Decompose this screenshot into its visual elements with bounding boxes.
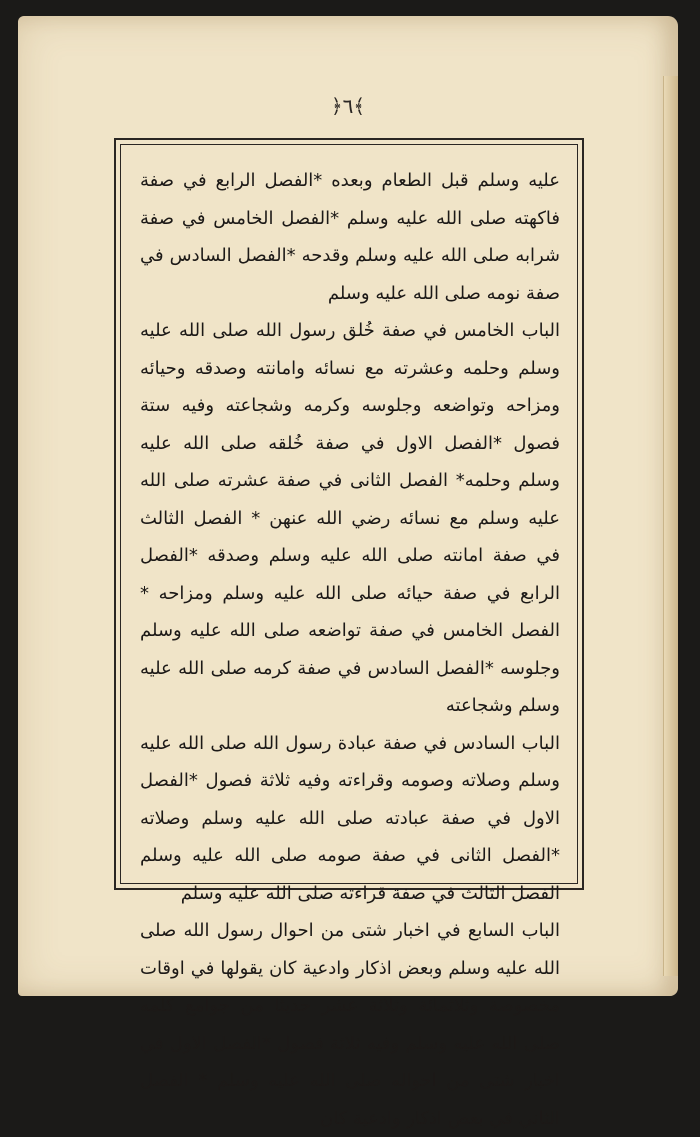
text-frame: [114, 138, 584, 1129]
book-page: [18, 16, 678, 1129]
paragraph-chapter7: الباب السابع في اخبار شتى من احوال رسول الله صلى الله عليه وسلم وبعض اذكار وادعية كان يقولها في اوقات مخصوصة وثلاثمائة وثلاثة عشر حديثا من جوامع كلمه صلى الله عليه وسلم وفيه ثلاثة فصول *الفصل الاول في اخبار شتى من احواله صلى الله عليه وسلم * الفصل الثاني في بعض اذكار وادعية كان: [140, 920, 560, 1129]
paragraph-chapter6: الباب السادس في صفة عبادة رسول الله صلى الله عليه وسلم وصلاته وصومه وقراءته وفيه ثلاثة فصول *الفصل الاول في صفة عبادته صلى الله عليه وسلم وصلاته *الفصل الثانى في صفة صومه صلى الله عليه وسلم الفصل الثالث في صفة قراءته صلى الله عليه وسلم: [140, 732, 560, 904]
page-number: ﴿٦﴾: [330, 94, 366, 118]
paragraph-chapter4-end: عليه وسلم قبل الطعام وبعده *الفصل الرابع في صفة فاكهته صلى الله عليه وسلم *الفصل الخامس في صفة شرابه صلى الله عليه وسلم وقدحه *الفصل السادس في صفة نومه صلى الله عليه وسلم: [140, 170, 560, 304]
page-edge: [663, 76, 678, 976]
text-body: [140, 162, 560, 1129]
paragraph-chapter5: الباب الخامس في صفة خُلق رسول الله صلى الله عليه وسلم وحلمه وعشرته مع نسائه وامانته وصدقه وحيائه ومزاحه وتواضعه وجلوسه وكرمه وشجاعته وفيه ستة فصول *الفصل الاول في صفة خُلقه صلى الله عليه وسلم وحلمه* الفصل الثانى في صفة عشرته صلى الله عليه وسلم مع نسائه رضي الله عنهن * الفصل الثالث في صفة امانته صلى الله عليه وسلم وصدقه *الفصل الرابع في صفة حيائه صلى الله عليه وسلم ومزاحه * الفصل الخامس في صفة تواضعه صلى الله عليه وسلم وجلوسه *الفصل السادس في صفة كرمه صلى الله عليه وسلم وشجاعته: [140, 320, 560, 716]
